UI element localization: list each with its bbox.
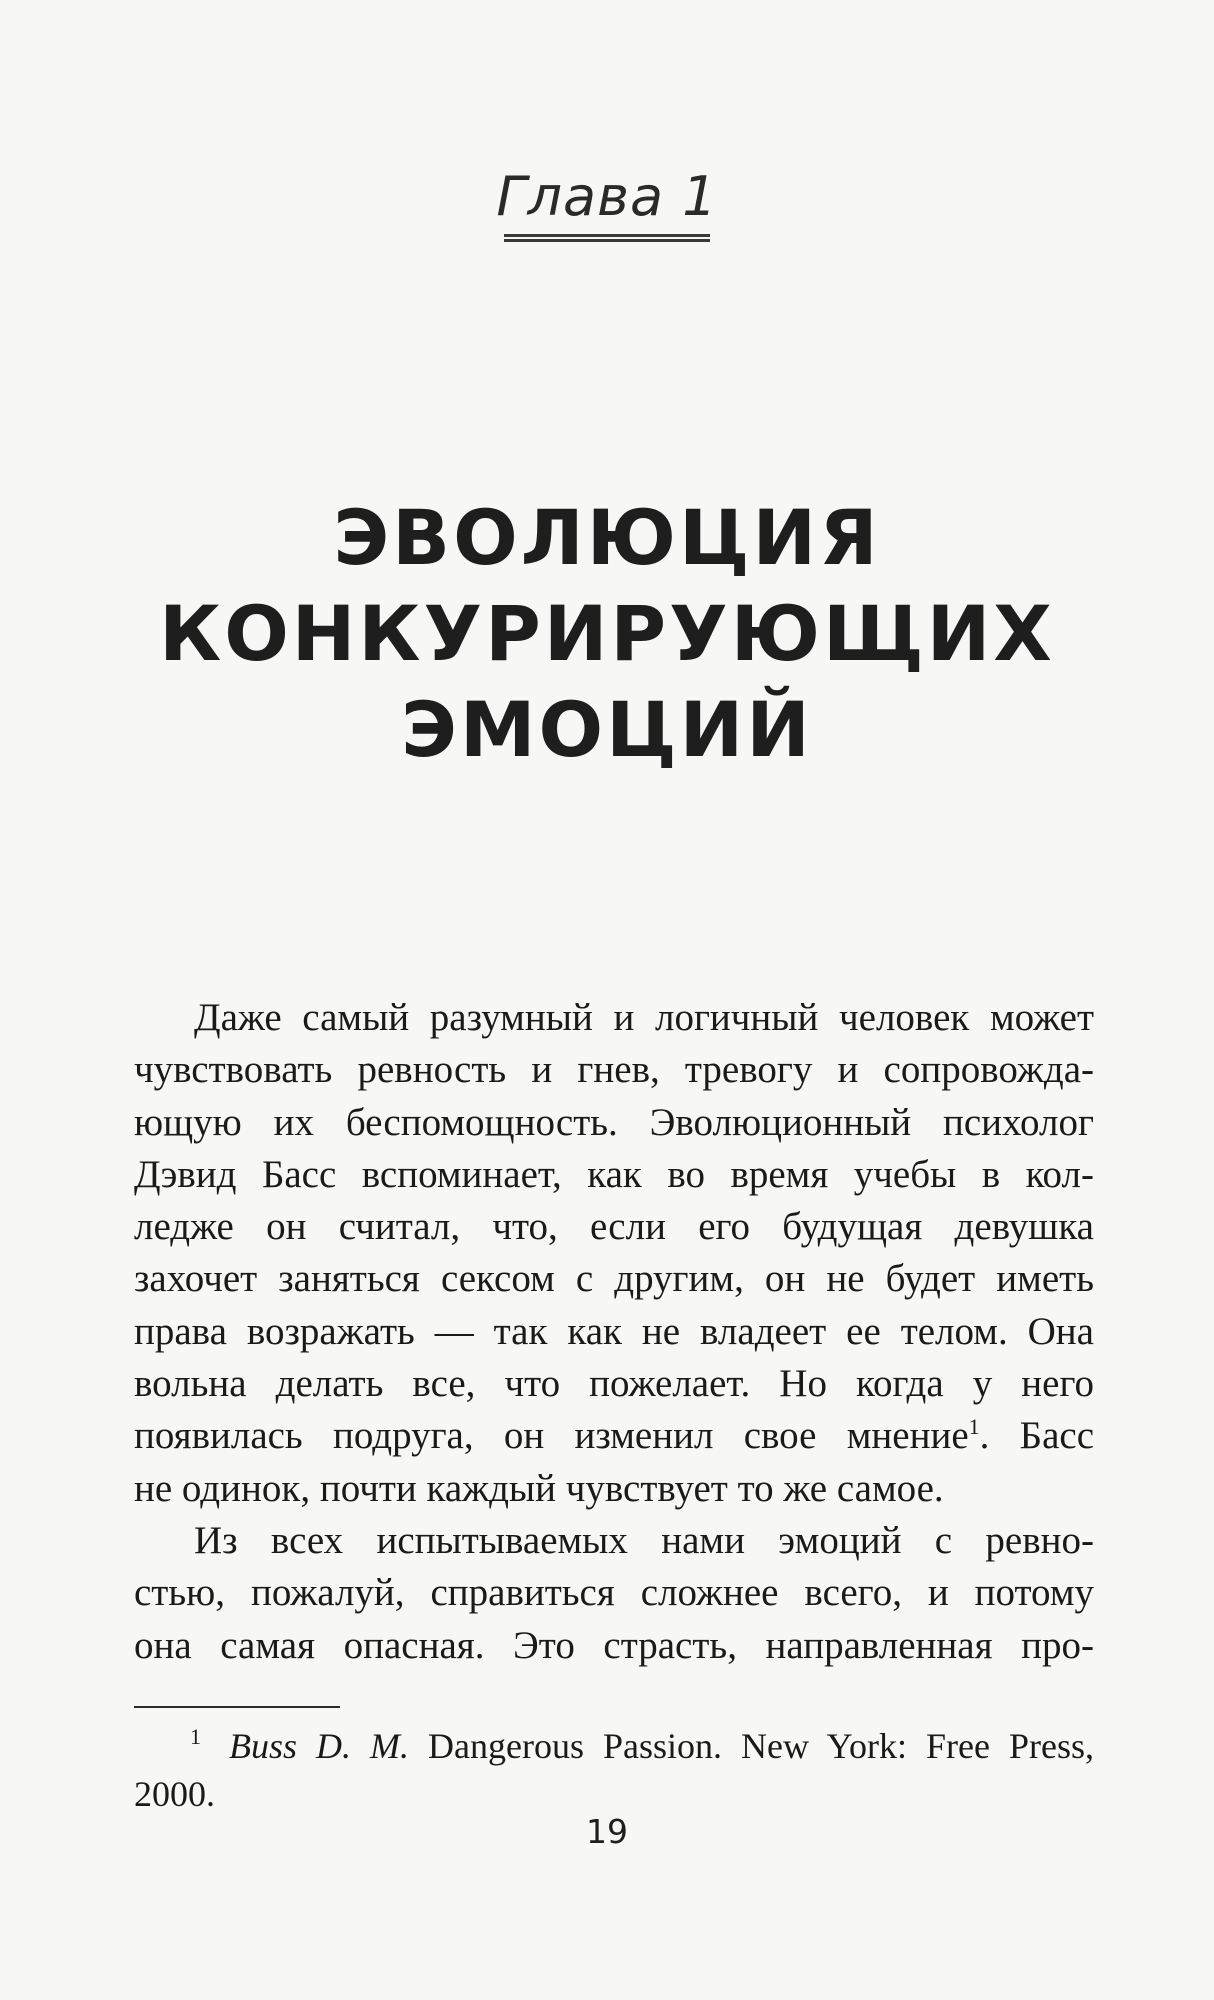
text-line: ледже он считал, что, если его будущая девушка xyxy=(134,1205,1094,1249)
text-line-with-footnote xyxy=(134,1410,1094,1462)
text-line: Из всех испытываемых нами эмоций с ревно- xyxy=(194,1518,1094,1562)
text-line: стью, пожалуй, справиться сложнее всего, и потому xyxy=(134,1571,1094,1615)
footnote-number: 1 xyxy=(190,1724,201,1749)
text-line: Дэвид Басс вспоминает, как во время учебы в кол- xyxy=(134,1152,1094,1196)
text-line: захочет заняться сексом с другим, он не будет иметь xyxy=(134,1257,1094,1301)
footnote xyxy=(134,1722,1094,1818)
chapter-label: Глава 1 xyxy=(496,165,718,228)
footnote-year: 2000. xyxy=(134,1774,215,1814)
body-text xyxy=(134,992,1094,1672)
page-number: 19 xyxy=(586,1812,628,1851)
footnote-text: Dangerous Passion. New York: Free Press, xyxy=(428,1726,1094,1766)
footnote-line xyxy=(134,1722,1094,1770)
chapter-title-line: ЭМОЦИЙ xyxy=(401,685,813,774)
footnote-separator xyxy=(134,1706,340,1708)
chapter-title-line: КОНКУРИРУЮЩИХ xyxy=(159,589,1055,678)
text-line: вольна делать все, что пожелает. Но когда у него xyxy=(134,1362,1094,1406)
text-line: права возражать — так как не владеет ее телом. Она xyxy=(134,1309,1094,1353)
text-line: Даже самый разумный и логичный человек может xyxy=(194,996,1094,1039)
text-line: чувствовать ревность и гнев, тревогу и сопровожда- xyxy=(134,1048,1094,1092)
chapter-title xyxy=(0,490,1214,778)
footnote-reference[interactable]: 1 xyxy=(968,1414,980,1440)
chapter-underline xyxy=(504,234,710,242)
text-fragment: появилась подруга, он изменил свое мнение xyxy=(134,1414,969,1458)
text-fragment: . Басс xyxy=(979,1414,1094,1458)
text-line: она самая опасная. Это страсть, направленная про- xyxy=(134,1623,1094,1667)
text-line: не одинок, почти каждый чувствует то же самое. xyxy=(134,1466,944,1510)
chapter-title-line: ЭВОЛЮЦИЯ xyxy=(333,493,881,582)
text-line: ющую их беспомощность. Эволюционный психолог xyxy=(134,1100,1094,1144)
chapter-heading xyxy=(0,165,1214,242)
footnote-author: Buss D. M. xyxy=(229,1726,409,1766)
